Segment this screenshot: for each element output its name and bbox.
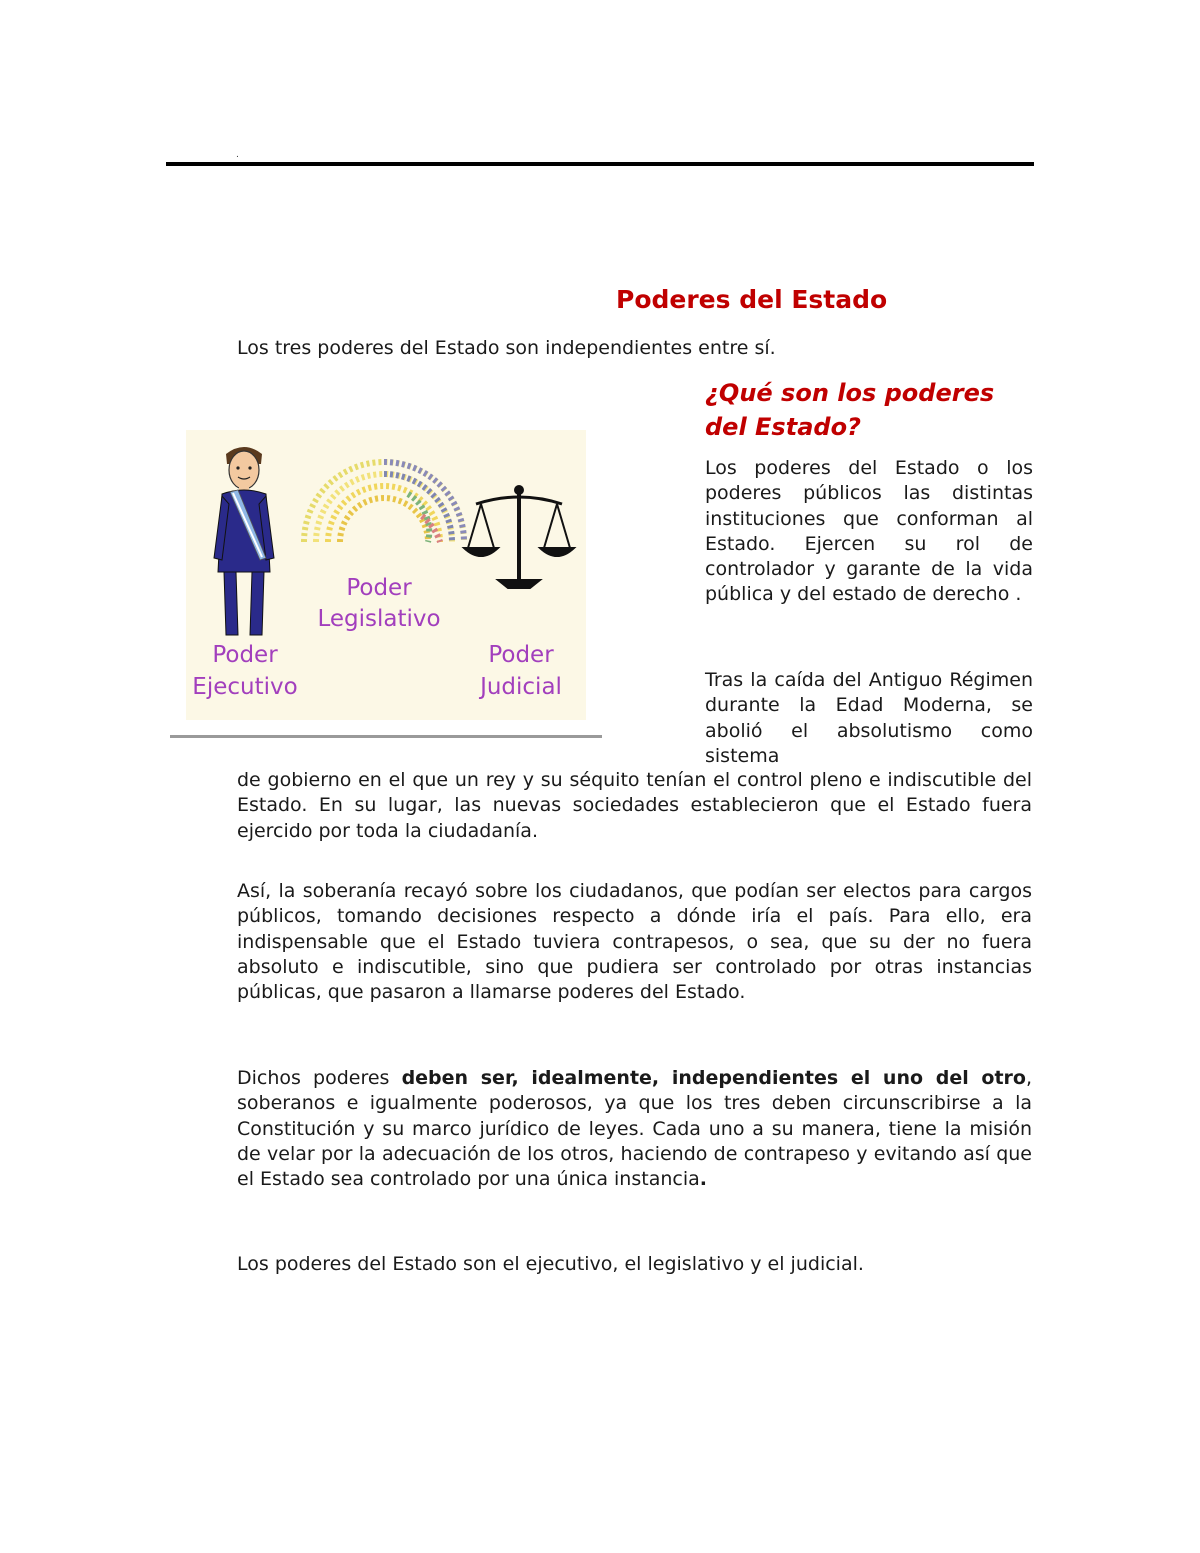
label-ejecutivo-2: Ejecutivo [192,674,298,700]
label-judicial-2: Judicial [480,674,562,700]
paragraph-5: Los poderes del Estado son el ejecutivo, el legislativo y el judicial. [237,1253,864,1275]
paragraph-2-column: Tras la caída del Antiguo Régimen durante la Edad Moderna, se abolió el absolutismo como sistema [705,669,1033,767]
section-subtitle: ¿Qué son los poderes del Estado? [705,379,995,441]
page-title: Poderes del Estado [616,285,888,314]
paragraph-4-emphasis: deben ser, idealmente, independientes el uno del otro [401,1067,1026,1089]
intro-text: Los tres poderes del Estado son independientes entre sí. [237,337,776,359]
paragraph-4-rest: , soberanos e igualmente poderosos, ya que los tres deben circunscribirse a la Constitución y su marco jurídico de leyes. Cada uno a su manera, tiene la misión de velar por la adecuación de los otros, haciendo de contrapeso y evitando así que el Estado sea controlado por una única instancia [237,1067,1033,1191]
powers-illustration [186,430,586,720]
paragraph-4-start: Dichos poderes [237,1067,402,1089]
paragraph-4-end: . [699,1168,707,1191]
label-ejecutivo-1: Poder [212,642,278,668]
header-rule [166,162,1034,166]
paragraph-3: Así, la soberanía recayó sobre los ciudadanos, que podían ser electos para cargos públicos, tomando decisiones respecto a dónde iría el país. Para ello, era indispensable que el Estado tuviera contrapesos, o sea, que su der no fuera absoluto e indiscutible, sino que pudiera ser controlado por otras instancias públicas, que pasaron a llamarse poderes del Estado. [237,880,1032,1004]
label-legislativo-2: Legislativo [317,606,441,632]
label-judicial-1: Poder [488,642,554,668]
label-legislativo-1: Poder [346,575,412,601]
figure-rule [170,735,602,738]
paragraph-2-continued: de gobierno en el que un rey y su séquito tenían el control pleno e indiscutible del Estado. En su lugar, las nuevas sociedades establecieron que el Estado fuera ejercido por toda la ciudadanía. [237,769,1032,842]
header-mark: . [236,150,239,160]
paragraph-4 [237,1066,1032,1192]
paragraph-1: Los poderes del Estado o los poderes públicos las distintas instituciones que conforman al Estado. Ejercen su rol de controlador y garante de la vida pública y del estado de derecho . [705,457,1033,606]
